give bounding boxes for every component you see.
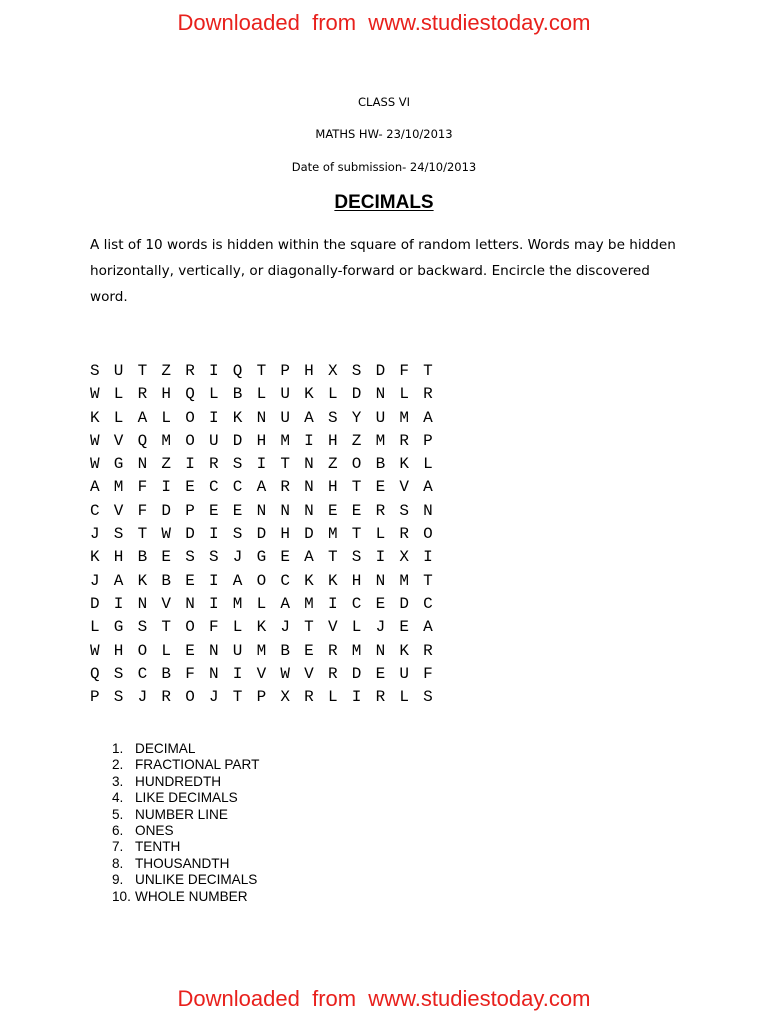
grid-letter[interactable]: B	[137, 548, 148, 567]
grid-letter[interactable]: V	[256, 664, 267, 683]
grid-row	[90, 407, 447, 430]
grid-letter[interactable]: L	[423, 455, 433, 474]
grid-letter[interactable]: R	[280, 478, 290, 497]
list-item	[112, 889, 259, 905]
list-item	[112, 774, 259, 790]
grid-letter[interactable]: J	[90, 571, 100, 590]
grid-letter[interactable]: J	[90, 525, 100, 544]
grid-letter[interactable]: E	[327, 501, 338, 520]
grid-letter[interactable]: T	[351, 525, 362, 544]
grid-letter[interactable]: L	[113, 408, 124, 427]
grid-letter[interactable]: R	[327, 664, 338, 683]
class-label: CLASS VI	[357, 95, 411, 109]
grid-letter[interactable]: O	[185, 688, 195, 707]
grid-letter[interactable]: I	[351, 688, 362, 707]
grid-letter[interactable]: P	[256, 688, 267, 707]
grid-letter[interactable]: C	[423, 594, 433, 613]
page-title: DECIMALS	[334, 192, 434, 213]
grid-letter[interactable]: J	[137, 688, 148, 707]
grid-letter[interactable]: S	[113, 664, 124, 683]
grid-letter[interactable]: T	[351, 478, 362, 497]
grid-letter[interactable]: N	[137, 594, 148, 613]
grid-letter[interactable]: L	[208, 385, 219, 404]
grid-letter[interactable]: S	[423, 688, 433, 707]
grid-letter[interactable]: A	[423, 618, 433, 637]
grid-letter[interactable]: I	[185, 455, 195, 474]
grid-letter[interactable]: V	[113, 431, 124, 450]
grid-row	[90, 593, 447, 616]
word-list	[112, 741, 259, 905]
grid-letter[interactable]: X	[327, 362, 338, 380]
grid-letter[interactable]: S	[232, 455, 243, 474]
grid-letter[interactable]: R	[327, 641, 338, 660]
grid-letter[interactable]: N	[185, 594, 195, 613]
grid-letter[interactable]: F	[208, 618, 219, 637]
homework-label: MATHS HW- 23/10/2013	[315, 127, 453, 141]
grid-letter[interactable]: N	[304, 455, 314, 474]
grid-letter[interactable]: D	[399, 594, 409, 613]
grid-letter[interactable]: S	[208, 548, 219, 567]
grid-letter[interactable]: T	[327, 548, 338, 567]
grid-letter[interactable]: M	[375, 431, 386, 450]
grid-letter[interactable]: R	[399, 431, 409, 450]
grid-letter[interactable]: T	[304, 618, 314, 637]
list-item-number: 7.	[112, 839, 124, 855]
grid-letter[interactable]: I	[208, 525, 219, 544]
grid-letter[interactable]: Y	[351, 408, 362, 427]
grid-letter[interactable]: L	[161, 641, 171, 660]
grid-letter[interactable]: G	[113, 618, 124, 637]
grid-letter[interactable]: E	[375, 664, 386, 683]
list-item	[112, 741, 259, 757]
grid-letter[interactable]: E	[351, 501, 362, 520]
grid-letter[interactable]: X	[280, 688, 290, 707]
grid-letter[interactable]: Q	[232, 362, 243, 380]
grid-letter[interactable]: N	[375, 385, 386, 404]
grid-letter[interactable]: D	[351, 664, 362, 683]
grid-letter[interactable]: U	[208, 431, 219, 450]
grid-letter[interactable]: S	[232, 525, 243, 544]
grid-letter[interactable]: R	[161, 688, 171, 707]
grid-letter[interactable]: N	[137, 455, 148, 474]
grid-letter[interactable]: O	[185, 431, 195, 450]
grid-row	[90, 663, 447, 686]
grid-letter[interactable]: E	[232, 501, 243, 520]
list-item	[112, 757, 259, 773]
grid-row	[90, 616, 447, 639]
grid-row	[90, 383, 447, 406]
grid-letter[interactable]: G	[113, 455, 124, 474]
grid-letter[interactable]: D	[256, 525, 267, 544]
grid-letter[interactable]: B	[375, 455, 386, 474]
grid-letter[interactable]: M	[327, 525, 338, 544]
grid-letter[interactable]: I	[208, 594, 219, 613]
grid-letter[interactable]: E	[208, 501, 219, 520]
grid-letter[interactable]: D	[375, 362, 386, 380]
grid-letter[interactable]: N	[375, 571, 386, 590]
download-banner-top: Downloaded from www.studiestoday.com	[177, 10, 591, 35]
grid-letter[interactable]: L	[232, 618, 243, 637]
grid-letter[interactable]: O	[137, 641, 148, 660]
grid-letter[interactable]: C	[232, 478, 243, 497]
grid-letter[interactable]: V	[304, 664, 314, 683]
grid-letter[interactable]: A	[304, 408, 314, 427]
grid-letter[interactable]: U	[375, 408, 386, 427]
grid-letter[interactable]: K	[256, 618, 267, 637]
grid-letter[interactable]: T	[137, 525, 148, 544]
list-item	[112, 856, 259, 872]
grid-letter[interactable]: C	[90, 501, 100, 520]
grid-letter[interactable]: L	[327, 688, 338, 707]
grid-letter[interactable]: Z	[161, 362, 171, 380]
grid-letter[interactable]: T	[161, 618, 171, 637]
grid-letter[interactable]: Q	[90, 664, 100, 683]
grid-letter[interactable]: V	[113, 501, 124, 520]
grid-letter[interactable]: R	[399, 525, 409, 544]
grid-letter[interactable]: H	[113, 548, 124, 567]
grid-row	[90, 476, 447, 499]
word-search-grid	[90, 360, 447, 709]
grid-letter[interactable]: I	[304, 431, 314, 450]
grid-letter[interactable]: W	[90, 431, 100, 450]
list-item-word: THOUSANDTH	[135, 855, 230, 871]
grid-letter[interactable]: A	[256, 478, 267, 497]
grid-letter[interactable]: I	[256, 455, 267, 474]
grid-letter[interactable]: L	[399, 688, 409, 707]
grid-letter[interactable]: T	[423, 571, 433, 590]
list-item-word: WHOLE NUMBER	[135, 888, 248, 904]
grid-letter[interactable]: K	[399, 641, 409, 660]
grid-letter[interactable]: I	[375, 548, 386, 567]
grid-letter[interactable]: F	[137, 501, 148, 520]
grid-letter[interactable]: S	[399, 501, 409, 520]
grid-letter[interactable]: M	[304, 594, 314, 613]
grid-letter[interactable]: J	[375, 618, 386, 637]
grid-letter[interactable]: L	[399, 385, 409, 404]
list-item	[112, 807, 259, 823]
grid-letter[interactable]: K	[90, 548, 100, 567]
grid-letter[interactable]: S	[351, 362, 362, 380]
list-item-number: 10.	[112, 888, 131, 904]
grid-letter[interactable]: P	[90, 688, 100, 707]
list-item-number: 5.	[112, 806, 124, 822]
grid-letter[interactable]: U	[280, 408, 290, 427]
grid-letter[interactable]: C	[137, 664, 148, 683]
grid-letter[interactable]: W	[90, 385, 100, 404]
list-item-word: NUMBER LINE	[135, 806, 228, 822]
grid-letter[interactable]: H	[280, 525, 290, 544]
grid-letter[interactable]: O	[256, 571, 267, 590]
list-item-word: UNLIKE DECIMALS	[135, 872, 258, 888]
grid-letter[interactable]: T	[232, 688, 243, 707]
grid-letter[interactable]: U	[232, 641, 243, 660]
grid-letter[interactable]: M	[161, 431, 171, 450]
grid-letter[interactable]: H	[113, 641, 124, 660]
grid-letter[interactable]: N	[256, 501, 267, 520]
grid-letter[interactable]: I	[208, 362, 219, 380]
grid-letter[interactable]: J	[232, 548, 243, 567]
grid-letter[interactable]: B	[161, 571, 171, 590]
grid-letter[interactable]: W	[90, 455, 100, 474]
grid-letter[interactable]: K	[327, 571, 338, 590]
grid-letter[interactable]: K	[399, 455, 409, 474]
grid-letter[interactable]: B	[280, 641, 290, 660]
grid-letter[interactable]: I	[327, 594, 338, 613]
grid-letter[interactable]: R	[208, 455, 219, 474]
grid-letter[interactable]: S	[90, 362, 100, 380]
grid-letter[interactable]: K	[304, 385, 314, 404]
grid-letter[interactable]: D	[90, 594, 100, 613]
grid-letter[interactable]: A	[304, 548, 314, 567]
grid-letter[interactable]: F	[423, 664, 433, 683]
grid-letter[interactable]: L	[327, 385, 338, 404]
grid-letter[interactable]: N	[208, 641, 219, 660]
grid-letter[interactable]: J	[208, 688, 219, 707]
grid-letter[interactable]: Z	[161, 455, 171, 474]
grid-letter[interactable]: L	[375, 525, 386, 544]
grid-letter[interactable]: T	[137, 362, 148, 380]
grid-row	[90, 686, 447, 709]
grid-row	[90, 430, 447, 453]
grid-letter[interactable]: I	[113, 594, 124, 613]
grid-letter[interactable]: E	[185, 478, 195, 497]
grid-letter[interactable]: N	[375, 641, 386, 660]
instructions-paragraph: A list of 10 words is hidden within the square of random letters. Words may be hidden horizontally, vertically, or diagonally-forward or backward. Encircle the discovered word.	[90, 237, 676, 305]
grid-letter[interactable]: R	[423, 641, 433, 660]
list-item-number: 3.	[112, 773, 124, 789]
grid-letter[interactable]: M	[399, 571, 409, 590]
grid-letter[interactable]: C	[280, 571, 290, 590]
grid-letter[interactable]: U	[280, 385, 290, 404]
grid-letter[interactable]: G	[256, 548, 267, 567]
grid-letter[interactable]: N	[304, 501, 314, 520]
grid-letter[interactable]: E	[161, 548, 171, 567]
grid-letter[interactable]: S	[113, 525, 124, 544]
grid-letter[interactable]: A	[423, 478, 433, 497]
grid-letter[interactable]: S	[351, 548, 362, 567]
grid-row	[90, 360, 447, 383]
grid-letter[interactable]: H	[304, 362, 314, 380]
list-item-number: 2.	[112, 757, 124, 773]
grid-letter[interactable]: H	[327, 431, 338, 450]
list-item-word: HUNDREDTH	[135, 773, 222, 789]
list-item-number: 1.	[112, 741, 124, 756]
grid-letter[interactable]: U	[113, 362, 124, 380]
grid-letter[interactable]: A	[90, 478, 100, 497]
download-banner-bottom: Downloaded from www.studiestoday.com	[177, 986, 591, 1011]
grid-letter[interactable]: R	[304, 688, 314, 707]
list-item-word: DECIMAL	[135, 741, 196, 756]
grid-letter[interactable]: F	[137, 478, 148, 497]
grid-letter[interactable]: S	[137, 618, 148, 637]
grid-letter[interactable]: I	[208, 571, 219, 590]
grid-letter[interactable]: H	[327, 478, 338, 497]
grid-letter[interactable]: W	[90, 641, 100, 660]
grid-letter[interactable]: L	[351, 618, 362, 637]
grid-letter[interactable]: L	[113, 385, 124, 404]
grid-letter[interactable]: E	[304, 641, 314, 660]
grid-letter[interactable]: S	[113, 688, 124, 707]
grid-letter[interactable]: D	[161, 501, 171, 520]
grid-letter[interactable]: D	[304, 525, 314, 544]
grid-letter[interactable]: P	[280, 362, 290, 380]
grid-letter[interactable]: B	[232, 385, 243, 404]
grid-letter[interactable]: I	[423, 548, 433, 567]
grid-letter[interactable]: A	[113, 571, 124, 590]
grid-letter[interactable]: I	[208, 408, 219, 427]
grid-letter[interactable]: L	[256, 594, 267, 613]
grid-letter[interactable]: Q	[185, 385, 195, 404]
grid-letter[interactable]: M	[232, 594, 243, 613]
grid-letter[interactable]: L	[256, 385, 267, 404]
grid-letter[interactable]: Z	[351, 431, 362, 450]
grid-letter[interactable]: E	[280, 548, 290, 567]
grid-letter[interactable]: T	[280, 455, 290, 474]
grid-letter[interactable]: H	[161, 385, 171, 404]
grid-letter[interactable]: R	[423, 385, 433, 404]
grid-row	[90, 453, 447, 476]
grid-letter[interactable]: N	[423, 501, 433, 520]
submission-date-label: Date of submission- 24/10/2013	[291, 160, 477, 174]
grid-letter[interactable]: D	[185, 525, 195, 544]
grid-letter[interactable]: O	[423, 525, 433, 544]
grid-letter[interactable]: E	[375, 478, 386, 497]
grid-letter[interactable]: E	[399, 618, 409, 637]
grid-letter[interactable]: Q	[137, 431, 148, 450]
grid-letter[interactable]: L	[90, 618, 100, 637]
grid-letter[interactable]: V	[161, 594, 171, 613]
grid-letter[interactable]: M	[113, 478, 124, 497]
grid-letter[interactable]: C	[351, 594, 362, 613]
grid-letter[interactable]: R	[137, 385, 148, 404]
grid-letter[interactable]: M	[399, 408, 409, 427]
grid-row	[90, 500, 447, 523]
grid-letter[interactable]: V	[327, 618, 338, 637]
grid-letter[interactable]: I	[161, 478, 171, 497]
grid-letter[interactable]: N	[256, 408, 267, 427]
grid-letter[interactable]: M	[280, 431, 290, 450]
grid-letter[interactable]: H	[256, 431, 267, 450]
grid-row	[90, 570, 447, 593]
grid-letter[interactable]: A	[232, 571, 243, 590]
list-item-word: LIKE DECIMALS	[135, 790, 238, 806]
list-item	[112, 790, 259, 806]
list-item-word: FRACTIONAL PART	[135, 757, 260, 773]
grid-letter[interactable]: I	[232, 664, 243, 683]
grid-letter[interactable]: J	[280, 618, 290, 637]
grid-letter[interactable]: K	[304, 571, 314, 590]
grid-letter[interactable]: T	[423, 362, 433, 380]
grid-letter[interactable]: N	[208, 664, 219, 683]
list-item-number: 8.	[112, 855, 124, 871]
grid-row	[90, 523, 447, 546]
grid-letter[interactable]: S	[185, 548, 195, 567]
grid-letter[interactable]: P	[423, 431, 433, 450]
grid-letter[interactable]: O	[185, 408, 195, 427]
grid-letter[interactable]: K	[90, 408, 100, 427]
grid-letter[interactable]: E	[185, 571, 195, 590]
list-item	[112, 839, 259, 855]
grid-letter[interactable]: Z	[327, 455, 338, 474]
grid-letter[interactable]: X	[399, 548, 409, 567]
grid-letter[interactable]: F	[399, 362, 409, 380]
grid-letter[interactable]: L	[161, 408, 171, 427]
grid-letter[interactable]: M	[256, 641, 267, 660]
list-item-word: TENTH	[135, 839, 181, 855]
list-item-word: ONES	[135, 822, 174, 838]
grid-letter[interactable]: N	[304, 478, 314, 497]
grid-row	[90, 640, 447, 663]
grid-letter[interactable]: H	[351, 571, 362, 590]
grid-letter[interactable]: A	[137, 408, 148, 427]
grid-letter[interactable]: W	[280, 664, 290, 683]
grid-letter[interactable]: R	[375, 688, 386, 707]
list-item-number: 4.	[112, 790, 124, 806]
grid-letter[interactable]: E	[375, 594, 386, 613]
grid-letter[interactable]: B	[161, 664, 171, 683]
grid-letter[interactable]: F	[185, 664, 195, 683]
grid-letter[interactable]: O	[351, 455, 362, 474]
grid-letter[interactable]: A	[423, 408, 433, 427]
list-item	[112, 872, 259, 888]
grid-letter[interactable]: N	[280, 501, 290, 520]
grid-letter[interactable]: S	[327, 408, 338, 427]
grid-letter[interactable]: R	[375, 501, 386, 520]
grid-letter[interactable]: E	[185, 641, 195, 660]
grid-letter[interactable]: O	[185, 618, 195, 637]
grid-letter[interactable]: A	[280, 594, 290, 613]
grid-letter[interactable]: R	[185, 362, 195, 380]
grid-letter[interactable]: T	[256, 362, 267, 380]
grid-letter[interactable]: K	[137, 571, 148, 590]
grid-row	[90, 546, 447, 569]
grid-letter[interactable]: C	[208, 478, 219, 497]
grid-letter[interactable]: D	[351, 385, 362, 404]
list-item-number: 6.	[112, 822, 124, 838]
grid-letter[interactable]: V	[399, 478, 409, 497]
grid-letter[interactable]: K	[232, 408, 243, 427]
grid-letter[interactable]: D	[232, 431, 243, 450]
grid-letter[interactable]: M	[351, 641, 362, 660]
grid-letter[interactable]: U	[399, 664, 409, 683]
list-item	[112, 823, 259, 839]
grid-letter[interactable]: W	[161, 525, 171, 544]
list-item-number: 9.	[112, 872, 124, 888]
grid-letter[interactable]: P	[185, 501, 195, 520]
